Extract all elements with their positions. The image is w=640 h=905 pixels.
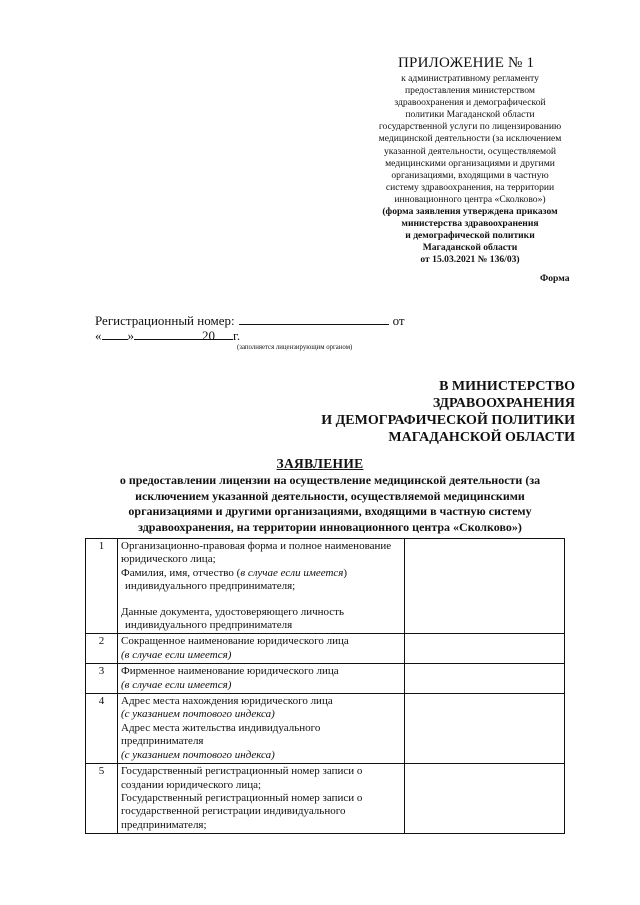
row-italic-note: в случае если имеется (240, 566, 344, 579)
appendix-line: политики Магаданской области (405, 109, 535, 121)
appendix-line: медицинской деятельности (за исключением (378, 133, 562, 145)
appendix-line: указанной деятельности, осуществляемой (383, 145, 557, 157)
row-number: 5 (86, 764, 118, 834)
row-text: Государственный регистрационный номер записи о государственной регистрации индивидуального предпринимателя; (121, 791, 363, 831)
row-value-field[interactable] (405, 664, 565, 694)
table-row (86, 694, 565, 764)
row-number: 3 (86, 664, 118, 694)
registration-number-label: Регистрационный номер: (95, 313, 235, 328)
year-suffix: г. (233, 328, 241, 343)
appendix-line: предоставления министерством (405, 85, 535, 97)
row-text: Организационно-правовая форма и полное наименование юридического лица; (121, 540, 392, 566)
row-description (118, 764, 405, 834)
registration-number-blank (239, 313, 389, 325)
row-number: 4 (86, 694, 118, 764)
date-close-quote: » (127, 328, 134, 343)
appendix-line: инновационного центра «Сколково») (394, 193, 546, 205)
appendix-title: ПРИЛОЖЕНИЕ № 1 (398, 55, 535, 71)
row-description (118, 539, 405, 634)
registration-number-line (95, 313, 425, 329)
row-text: Сокращенное наименование юридического лица (121, 635, 349, 648)
statement-subtitle: о предоставлении лицензии на осуществление медицинской деятельности (за исключением указанной деятельности, осуществляемой медицинскими организациями и другими организациями, входящими в частную систему здравоохранения, на территории инновационного центра «Сколково») (119, 473, 541, 534)
day-blank (102, 328, 128, 340)
appendix-line: к административному регламенту (401, 73, 539, 84)
date-open-quote: « (95, 328, 102, 343)
row-text: Данные документа, удостоверяющего личность (121, 605, 345, 618)
row-text: Фирменное наименование юридического лица (121, 665, 339, 678)
row-text: индивидуального предпринимателя (125, 619, 293, 632)
order-reference-line: Магаданской области (422, 242, 518, 254)
appendix-line: государственной услуги по лицензированию (378, 121, 562, 133)
row-description (118, 634, 405, 664)
table-row (86, 664, 565, 694)
row-value-field[interactable] (405, 539, 565, 634)
appendix-line: систему здравоохранения, на территории (385, 181, 555, 193)
addressee-line: МАГАДАНСКОЙ ОБЛАСТИ (388, 430, 575, 445)
row-text: Адрес места нахождения юридического лица (121, 695, 333, 708)
row-italic-note: (в случае если имеется) (121, 648, 232, 661)
appendix-line: медицинскими организациями и другими (385, 157, 555, 169)
order-reference-line: от 15.03.2021 № 136/03) (420, 254, 520, 266)
order-reference-line: (форма заявления утверждена приказом (382, 206, 558, 218)
application-table (85, 538, 565, 834)
spacer (121, 594, 401, 606)
month-blank (134, 328, 202, 340)
statement-title: ЗАЯВЛЕНИЕ (276, 456, 364, 471)
row-number: 1 (86, 539, 118, 634)
addressee-block (300, 378, 575, 446)
year-prefix: 20 (202, 328, 215, 343)
year-blank (215, 328, 233, 340)
row-text: Адрес места жительства индивидуального предпринимателя (121, 721, 321, 748)
registration-from-label: от (392, 313, 405, 328)
addressee-line: И ДЕМОГРАФИЧЕСКОЙ ПОЛИТИКИ (321, 413, 575, 428)
row-italic-note: (с указанием почтового индекса) (121, 708, 275, 721)
row-value-field[interactable] (405, 634, 565, 664)
order-reference-line: министерства здравоохранения (401, 218, 539, 230)
appendix-line: организациями, входящими в частную (391, 169, 549, 181)
appendix-description (360, 73, 580, 267)
row-italic-note: (с указанием почтового индекса) (121, 748, 275, 761)
table-row (86, 764, 565, 834)
table-row (86, 539, 565, 634)
row-number: 2 (86, 634, 118, 664)
row-description (118, 664, 405, 694)
row-italic-note: (в случае если имеется) (121, 678, 232, 691)
row-text: Государственный регистрационный номер записи о создании юридического лица; (121, 765, 363, 791)
row-text: индивидуального предпринимателя; (125, 580, 296, 593)
table-row (86, 634, 565, 664)
registration-date-line (95, 328, 240, 344)
registration-note: (заполняется лицензирующим органом) (237, 344, 353, 351)
row-text: ) (343, 566, 348, 579)
form-label: Форма (540, 273, 570, 284)
addressee-line: В МИНИСТЕРСТВО ЗДРАВООХРАНЕНИЯ (432, 379, 575, 411)
row-value-field[interactable] (405, 694, 565, 764)
order-reference-line: и демографической политики (405, 230, 535, 242)
row-value-field[interactable] (405, 764, 565, 834)
row-description (118, 694, 405, 764)
row-text: Фамилия, имя, отчество ( (121, 566, 241, 579)
appendix-line: здравоохранения и демографической (394, 97, 546, 109)
